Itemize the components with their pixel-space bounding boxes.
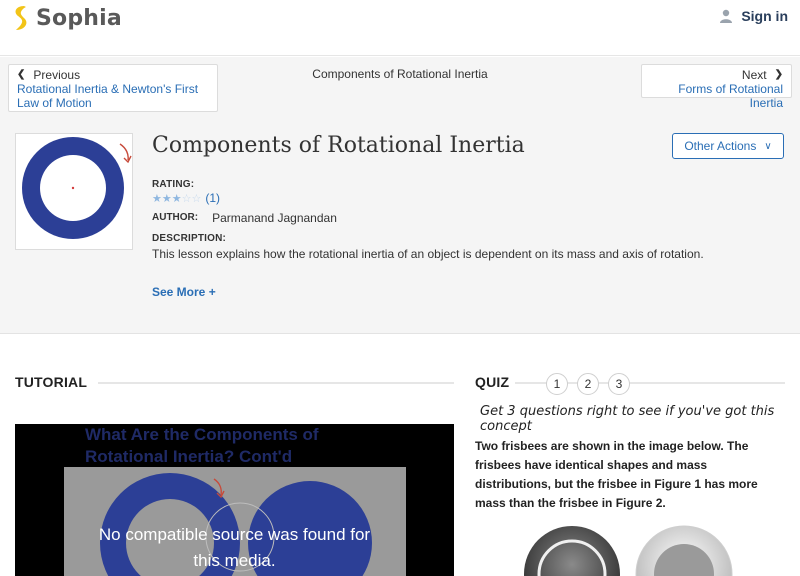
current-lesson-crumb: Components of Rotational Inertia [312, 67, 488, 81]
top-header [0, 0, 800, 56]
rating-count[interactable]: (1) [205, 191, 221, 205]
tutorial-heading: TUTORIAL [15, 374, 88, 390]
other-actions-button[interactable] [672, 133, 784, 159]
star-empty-icon: ☆ [191, 192, 202, 205]
signin-label: Sign in [741, 8, 788, 24]
video-error-message: No compatible source was found for this media. [98, 525, 371, 570]
tutorial-divider [98, 382, 454, 384]
next-lesson-nav[interactable] [641, 64, 792, 110]
star-icon: ★ [161, 192, 172, 205]
quiz-tagline: Get 3 questions right to see if you've got this concept [480, 404, 775, 434]
chevron-left-icon: ❮ [17, 69, 26, 80]
user-icon [719, 9, 733, 23]
signin-link[interactable] [719, 8, 788, 24]
sophia-logo-icon [10, 4, 32, 32]
star-icon: ★ [171, 192, 182, 205]
author-row [152, 211, 337, 225]
next-label: Next [741, 68, 767, 82]
lesson-title: Components of Rotational Inertia [152, 133, 525, 158]
frisbee-figures [520, 524, 740, 576]
chevron-down-icon: ∨ [764, 140, 772, 152]
lesson-description: This lesson explains how the rotational inertia of an object is dependent on its mass and axis of rotation. [152, 247, 704, 261]
rating[interactable] [152, 191, 220, 205]
sophia-logo[interactable] [10, 4, 122, 32]
lesson-thumbnail [15, 133, 133, 250]
quiz-question: Two frisbees are shown in the image below. The frisbees have identical shapes and mass distributions, but the frisbee in Figure 1 has more mass than the frisbee in Figure 2. [475, 439, 758, 510]
brand-name: Sophia [36, 5, 122, 31]
see-more-link[interactable]: See More + [152, 285, 216, 299]
video-player[interactable] [15, 424, 454, 576]
chevron-right-icon: ❯ [774, 69, 783, 80]
lesson-overview [0, 57, 800, 334]
star-empty-icon: ☆ [181, 192, 192, 205]
next-lesson-link[interactable]: Forms of Rotational Inertia [678, 82, 783, 110]
description-label: DESCRIPTION: [152, 233, 227, 244]
previous-label: Previous [33, 68, 81, 82]
previous-lesson-link[interactable]: Rotational Inertia & Newton's First Law of Motion [17, 82, 199, 110]
disk-illustration [16, 134, 132, 249]
author-name: Parmanand Jagnandan [212, 211, 337, 225]
quiz-heading: QUIZ [475, 374, 510, 390]
quiz-step-1: 1 [546, 373, 568, 395]
previous-lesson-nav[interactable] [8, 64, 218, 112]
author-label: AUTHOR: [152, 212, 199, 223]
quiz-step-3: 3 [608, 373, 630, 395]
rating-stars [152, 192, 201, 205]
rating-label: RATING: [152, 179, 195, 190]
other-actions-label: Other Actions [684, 139, 757, 153]
star-icon: ★ [152, 192, 162, 205]
quiz-step-2: 2 [577, 373, 599, 395]
video-slide-title: What Are the Components of Rotational Inertia? Cont'd [85, 425, 319, 466]
